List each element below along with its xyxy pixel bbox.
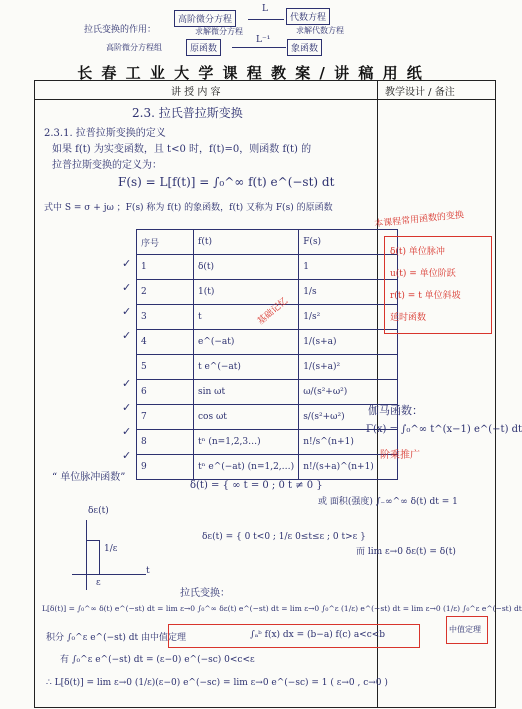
label-laplace: L — [262, 4, 268, 14]
graph-y-label: δε(t) — [88, 506, 109, 516]
graph-height-mark: 1/ε — [104, 544, 118, 554]
table-cell: 1 — [299, 255, 398, 280]
table-cell: 1/(s+a) — [299, 330, 398, 355]
table-cell: 8 — [137, 430, 194, 455]
side-note-title: 本课程常用函数的变换 — [373, 210, 465, 230]
reason-label: 中值定理 — [449, 625, 481, 634]
gamma-formula: Γ(x) = ∫₀^∞ t^(x−1) e^(−t) dt — [366, 424, 522, 435]
table-cell: 7 — [137, 405, 194, 430]
gamma-heading: 伽马函数： — [368, 404, 423, 417]
table-header-cell: 序号 — [137, 230, 194, 255]
delta-eps-definition: δε(t) = { 0 t<0 ; 1/ε 0≤t≤ε ; 0 t>ε } — [202, 532, 366, 542]
side-note-line-3: r(t) = t 单位斜坡 — [390, 291, 461, 301]
table-header-cell: f(t) — [194, 230, 299, 255]
derivation-line-3: 有 ∫₀^ε e^(−st) dt = (ε−0) e^(−sc) 0<c<ε — [60, 655, 255, 665]
gamma-note: 阶乘推广 — [380, 450, 420, 461]
table-cell: 3 — [137, 305, 194, 330]
section-title: 2.3. 拉氏普拉斯变换 — [132, 106, 243, 120]
box-image-function: 象函数 — [287, 39, 322, 56]
check-mark-icon: ✓ — [122, 377, 132, 390]
table-row — [137, 280, 398, 305]
graph-x-label: t — [146, 566, 150, 576]
check-mark-icon: ✓ — [122, 401, 132, 414]
table-cell: tⁿ e^(−at) (n=1,2,…) — [194, 455, 299, 480]
table-cell: 4 — [137, 330, 194, 355]
table-cell: 1(t) — [194, 280, 299, 305]
table-cell: ω/(s²+ω²) — [299, 380, 398, 405]
arrow-right — [248, 19, 284, 20]
graph-pulse — [86, 540, 100, 575]
table-cell: 1/s² — [299, 305, 398, 330]
transform-table — [136, 229, 398, 480]
definition-line-1: 如果 f(t) 为实变函数，且 t<0 时，f(t)=0，则函数 f(t) 的 — [52, 144, 312, 155]
table-row — [137, 430, 398, 455]
table-cell: tⁿ (n=1,2,3…) — [194, 430, 299, 455]
box-algebraic-eq: 代数方程 — [286, 8, 330, 25]
table-cell: 2 — [137, 280, 194, 305]
label-solve-ode: 求解微分方程 — [195, 27, 243, 36]
limit-statement: 而 lim ε→0 δε(t) = δ(t) — [356, 547, 456, 557]
column-header-notes: 教学设计 / 备注 — [385, 87, 455, 98]
check-mark-icon: ✓ — [122, 305, 132, 318]
table-cell: cos ωt — [194, 405, 299, 430]
delta-definition: δ(t) = { ∞ t = 0 ; 0 t ≠ 0 } — [190, 480, 323, 491]
derivation-line-4: ∴ L[δ(t)] = lim ε→0 (1/ε)(ε−0) e^(−sc) = lim ε→0 e^(−sc) = 1 ( ε→0 , c→0 ) — [46, 678, 388, 688]
area-definition: 或 面积(强度) ∫₋∞^∞ δ(t) dt = 1 — [318, 497, 458, 507]
table-cell: n!/s^(n+1) — [299, 430, 398, 455]
table-cell: 9 — [137, 455, 194, 480]
check-mark-icon: ✓ — [122, 281, 132, 294]
page-header-title: 长 春 工 业 大 学 课 程 教 案 / 讲 稿 用 纸 — [77, 64, 424, 82]
table-cell: t e^(−at) — [194, 355, 299, 380]
table-cell: t — [194, 305, 299, 330]
transform-heading: 拉氏变换： — [180, 588, 230, 599]
table-row — [137, 380, 398, 405]
box-high-order-ode: 高阶微分方程 — [174, 10, 236, 27]
table-row — [137, 330, 398, 355]
subsection-title: 2.3.1. 拉普拉斯变换的定义 — [44, 128, 166, 139]
table-cell: 1/s — [299, 280, 398, 305]
side-note-line-1: δ(t) 单位脉冲 — [390, 247, 445, 257]
definition-line-2: 拉普拉斯变换的定义为： — [52, 160, 162, 171]
table-cell: δ(t) — [194, 255, 299, 280]
memorize-stamp: 基础记忆 — [255, 296, 290, 328]
derivation-line-2: 积分 ∫₀^ε e^(−st) dt 由中值定理 — [46, 633, 186, 643]
column-header-content: 讲 授 内 容 — [171, 87, 221, 98]
table-cell: 5 — [137, 355, 194, 380]
check-mark-icon: ✓ — [122, 425, 132, 438]
box-original-function: 原函数 — [186, 39, 221, 56]
table-cell: n!/(s+a)^(n+1) — [299, 455, 398, 480]
check-mark-icon: ✓ — [122, 449, 132, 462]
table-cell: 1/(s+a)² — [299, 355, 398, 380]
graph-x-axis — [72, 574, 146, 575]
arrow-left — [232, 47, 286, 48]
side-note-line-4: 延时函数 — [390, 313, 427, 323]
side-note-line-2: u(t) = 单位阶跃 — [390, 269, 456, 279]
laplace-formula: F(s) = L[f(t)] = ∫₀^∞ f(t) e^(−st) dt — [118, 175, 335, 189]
mean-value-theorem: ∫ₐᵇ f(x) dx = (b−a) f(c) a<c<b — [250, 630, 386, 640]
table-header-row — [137, 230, 398, 255]
table-cell: sin ωt — [194, 380, 299, 405]
table-row — [137, 405, 398, 430]
where-line: 式中 S = σ + jω ；F(s) 称为 f(t) 的象函数，f(t) 又称为 F(s) 的原函数 — [44, 203, 333, 213]
table-row — [137, 255, 398, 280]
table-cell: e^(−at) — [194, 330, 299, 355]
table-row — [137, 455, 398, 480]
label-inverse-laplace: L⁻¹ — [256, 35, 271, 45]
check-mark-icon: ✓ — [122, 257, 132, 270]
table-cell: 1 — [137, 255, 194, 280]
label-solve-algebraic: 求解代数方程 — [296, 26, 344, 35]
table-row — [137, 355, 398, 380]
table-header-cell: F(s) — [299, 230, 398, 255]
derivation-line-1: L[δ(t)] = ∫₀^∞ δ(t) e^(−st) dt = lim ε→0 ∫₀^∞ δε(t) e^(−st) dt = lim ε→0 ∫₀^ε (1/ε) e^(−st) dt = lim ε→0 (1/ε) ∫₀^ε e^(−st) dt — [42, 604, 522, 613]
header-divider — [35, 99, 495, 100]
diagram-note: 拉氏变换的作用： — [84, 25, 157, 35]
diagram-note-2: 高阶微分方程组 — [106, 43, 162, 52]
table-cell: 6 — [137, 380, 194, 405]
graph-eps-label: ε — [96, 578, 101, 588]
impulse-heading: “ 单位脉冲函数” — [52, 472, 126, 483]
check-mark-icon: ✓ — [122, 329, 132, 342]
table-cell: s/(s²+ω²) — [299, 405, 398, 430]
